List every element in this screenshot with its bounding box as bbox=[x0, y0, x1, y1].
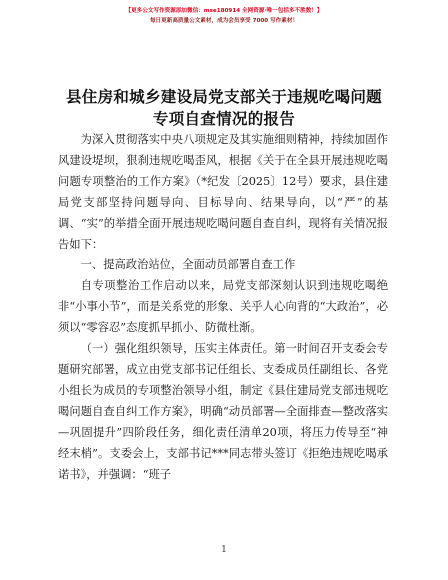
subsection-1-paragraph: （一）强化组织领导，压实主体责任。第一时间召开支委会专题研究部署，成立由党支部书记任组长、支委成员任副组长、各党小组长为成员的专项整治领导小组，制定《县住建局党支部违规吃喝问题自查自纠工作方案》，明确“动员部署—全面排查—整改落实—巩固提升”四阶段任务，细化责任清单20项，将压力传导至“神经末梢”。支委会上，支部书记***同志带头签订《拒绝违规吃喝承诺书》，并强调：“班子 bbox=[58, 342, 388, 481]
intro-paragraph: 为深入贯彻落实中央八项规定及其实施细则精神，持续加固作风建设堤坝，狠刹违规吃喝歪风，根据《关于在全县开展违规吃喝问题专项整治的工作方案》（*纪发〔2025〕12号）要求，县住建局党支部坚持问题导向、目标导向、结果导向，以“严”的基调、“实”的举措全面开展违规吃喝问题自查自纠，现将有关情况报告如下： bbox=[58, 133, 388, 251]
document-title bbox=[0, 86, 448, 130]
page-number: 1 bbox=[221, 545, 227, 555]
title-line-1: 县住房和城乡建设局党支部关于违规吃喝问题 bbox=[65, 88, 382, 106]
banner-line-2: 每日更新高质量公文素材，成为会员享受 7000 写作素材！ bbox=[149, 18, 299, 24]
header-banner bbox=[0, 6, 448, 26]
banner-line-1: 【更多公文写作资源添加微信：mse180914 全网资源·唯一包括多不胜数！】 bbox=[125, 8, 323, 14]
section-1-paragraph: 自专项整治工作启动以来，局党支部深刻认识到违规吃喝绝非“小事小节”，而是关系党的形象、关乎人心向背的“大政治”，必须以“零容忍”态度抓早抓小、防微杜渐。 bbox=[58, 279, 388, 335]
section-heading-1: 一、提高政治站位，全面动员部署自查工作 bbox=[80, 258, 296, 272]
title-line-2: 专项自查情况的报告 bbox=[152, 110, 296, 128]
document-body bbox=[58, 130, 388, 485]
